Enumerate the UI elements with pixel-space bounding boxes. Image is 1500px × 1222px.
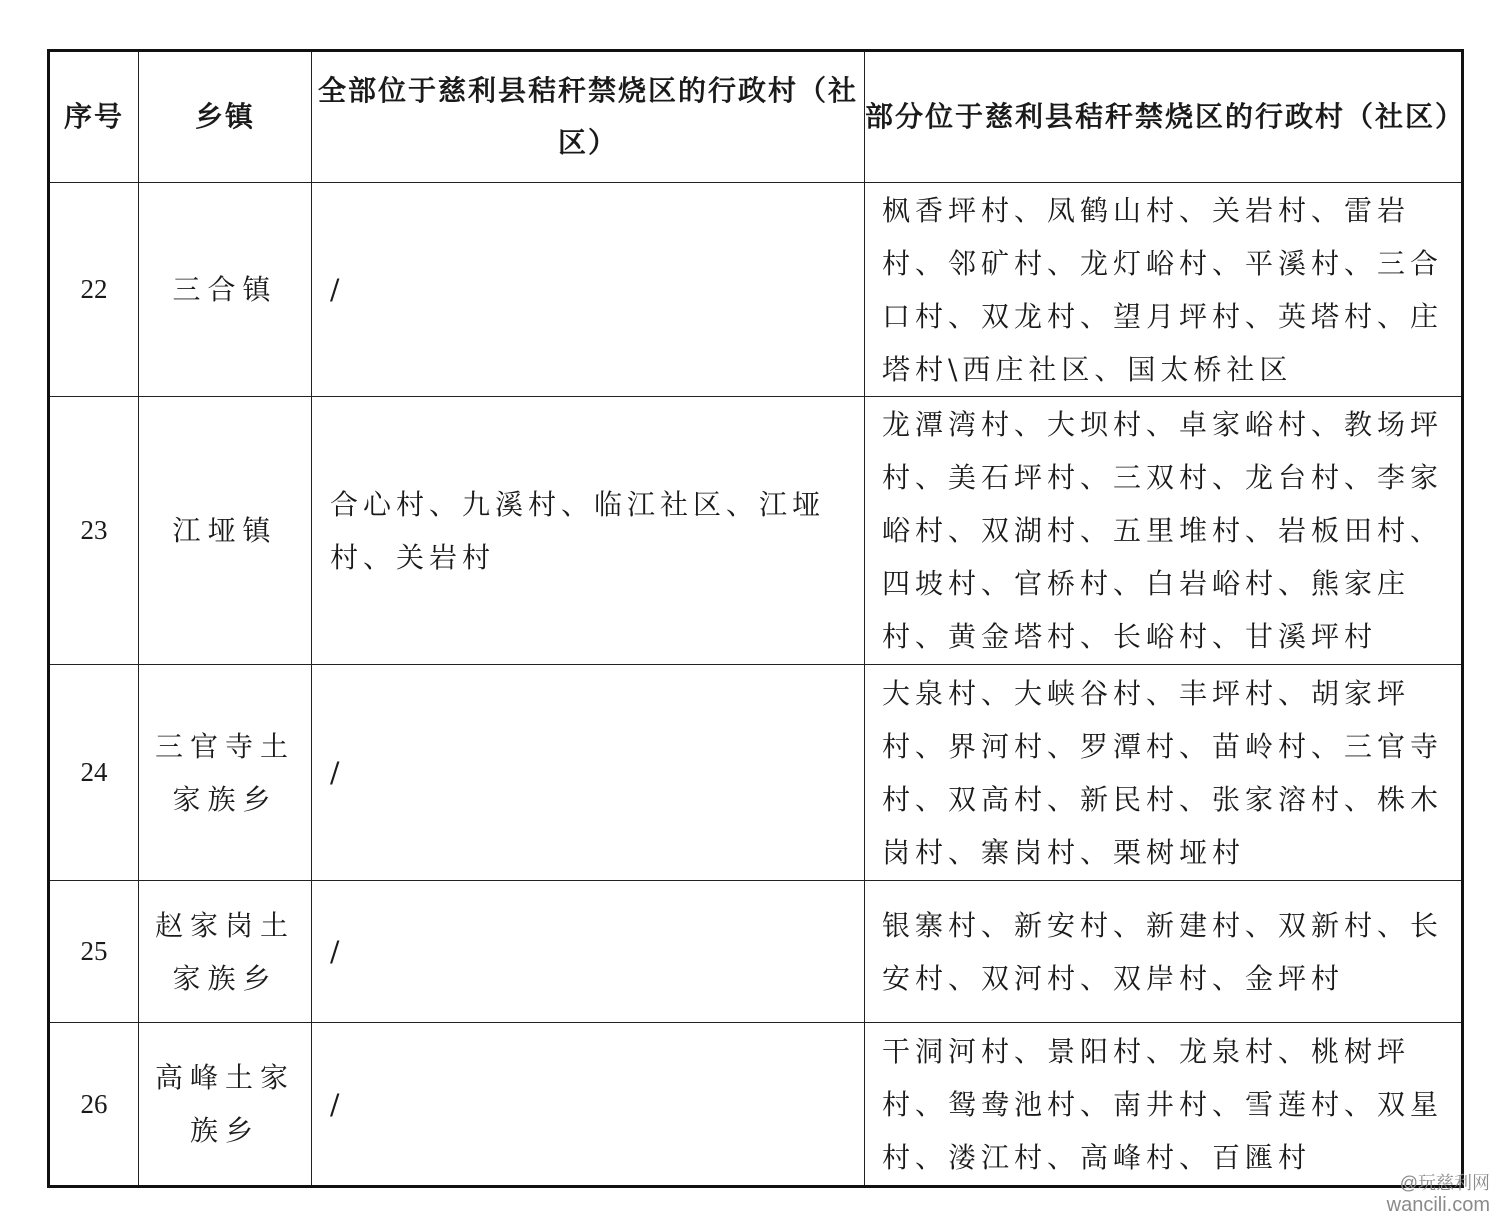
table-row bbox=[49, 665, 1463, 881]
header-town: 乡镇 bbox=[139, 51, 312, 183]
full-villages-cell: 合心村、九溪村、临江社区、江垭村、关岩村 bbox=[312, 397, 865, 665]
partial-villages-cell: 大泉村、大峡谷村、丰坪村、胡家坪村、界河村、罗潭村、苗岭村、三官寺村、双高村、新民村、张家溶村、株木岗村、寨岗村、栗树垭村 bbox=[865, 665, 1463, 881]
town-cell: 赵家岗土家族乡 bbox=[139, 881, 312, 1023]
village-table bbox=[47, 49, 1464, 1188]
town-cell: 三官寺土家族乡 bbox=[139, 665, 312, 881]
partial-villages-cell: 龙潭湾村、大坝村、卓家峪村、教场坪村、美石坪村、三双村、龙台村、李家峪村、双湖村、五里堆村、岩板田村、四坡村、官桥村、白岩峪村、熊家庄村、黄金塔村、长峪村、甘溪坪村 bbox=[865, 397, 1463, 665]
table-row bbox=[49, 881, 1463, 1023]
table-row bbox=[49, 183, 1463, 397]
full-villages-cell: / bbox=[312, 665, 865, 881]
watermark-site-name: @玩慈利网 bbox=[1399, 1173, 1490, 1193]
header-row bbox=[49, 51, 1463, 183]
seq-cell: 25 bbox=[49, 881, 139, 1023]
watermark-url: wancili.com bbox=[1386, 1194, 1490, 1216]
header-full: 全部位于慈利县秸秆禁烧区的行政村（社区） bbox=[312, 51, 865, 183]
town-cell: 三合镇 bbox=[139, 183, 312, 397]
partial-villages-cell: 枫香坪村、凤鹤山村、关岩村、雷岩村、邻矿村、龙灯峪村、平溪村、三合口村、双龙村、望月坪村、英塔村、庄塔村\西庄社区、国太桥社区 bbox=[865, 183, 1463, 397]
full-villages-cell: / bbox=[312, 1023, 865, 1187]
town-cell: 江垭镇 bbox=[139, 397, 312, 665]
partial-villages-cell: 干洞河村、景阳村、龙泉村、桃树坪村、鸳鸯池村、南井村、雪莲村、双星村、溇江村、高峰村、百匯村 bbox=[865, 1023, 1463, 1187]
seq-cell: 22 bbox=[49, 183, 139, 397]
full-villages-cell: / bbox=[312, 881, 865, 1023]
partial-villages-cell: 银寨村、新安村、新建村、双新村、长安村、双河村、双岸村、金坪村 bbox=[865, 881, 1463, 1023]
header-seq: 序号 bbox=[49, 51, 139, 183]
watermark bbox=[1387, 1172, 1490, 1216]
seq-cell: 26 bbox=[49, 1023, 139, 1187]
town-cell: 高峰土家族乡 bbox=[139, 1023, 312, 1187]
table-row bbox=[49, 1023, 1463, 1187]
header-partial: 部分位于慈利县秸秆禁烧区的行政村（社区） bbox=[865, 51, 1463, 183]
seq-cell: 23 bbox=[49, 397, 139, 665]
table-row bbox=[49, 397, 1463, 665]
seq-cell: 24 bbox=[49, 665, 139, 881]
full-villages-cell: / bbox=[312, 183, 865, 397]
